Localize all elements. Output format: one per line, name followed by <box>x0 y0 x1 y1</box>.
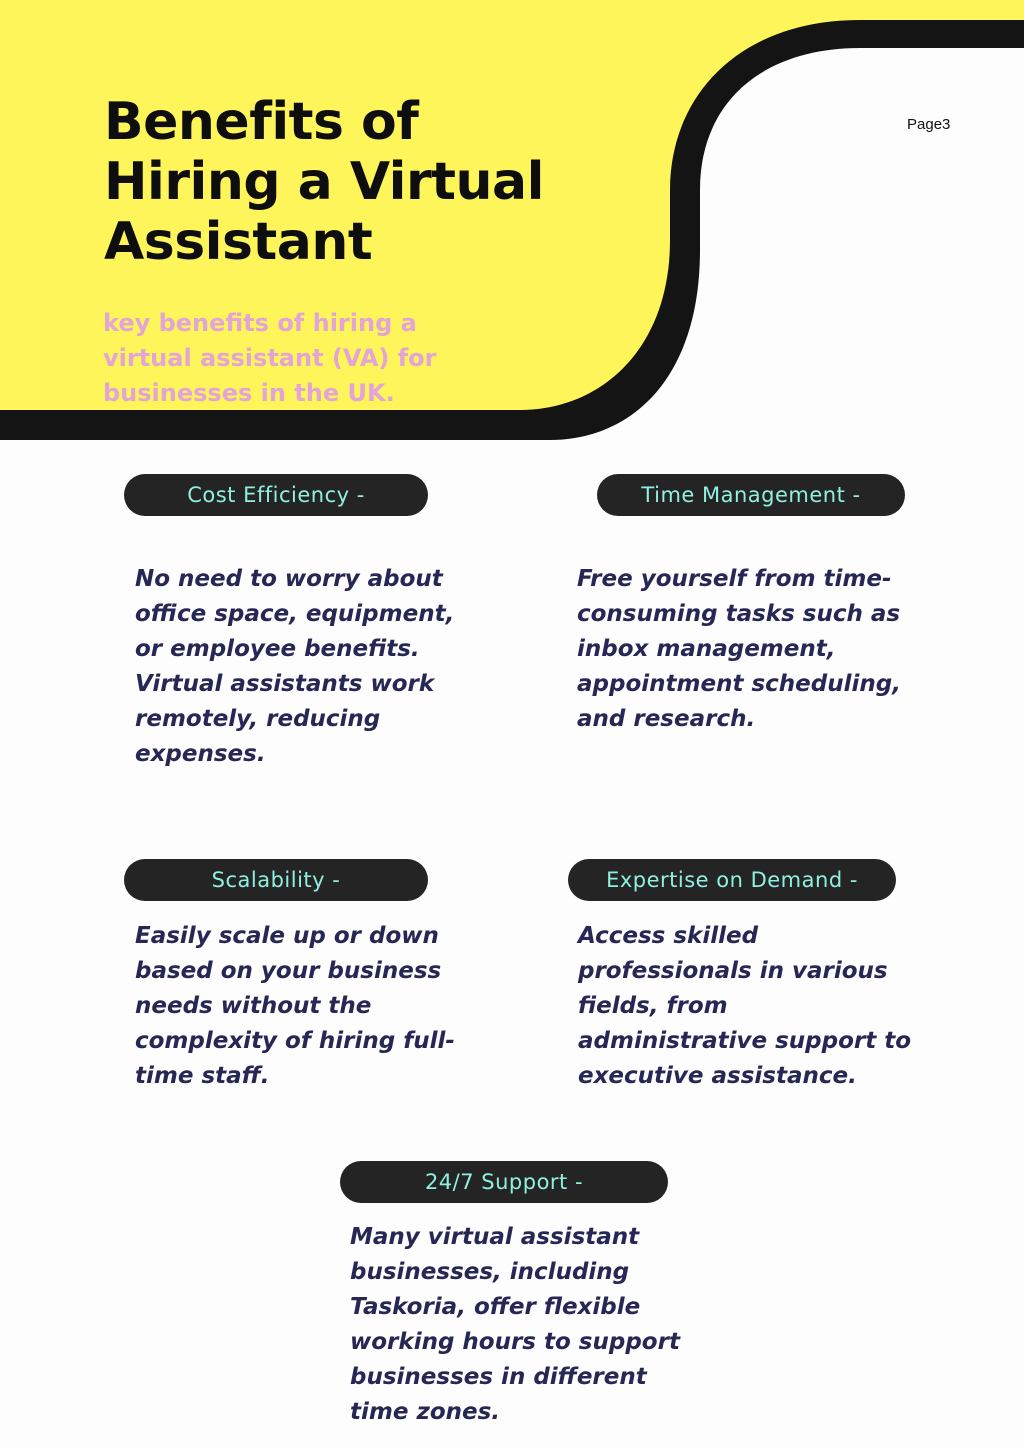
subtitle-line: virtual assistant (VA) for <box>103 344 437 372</box>
benefit-label: Time Management - <box>641 483 861 507</box>
benefit-line: time staff. <box>135 1063 270 1089</box>
title-line: Assistant <box>104 212 373 272</box>
benefit-line: Easily scale up or down <box>135 923 439 949</box>
benefit-line: office space, equipment, <box>135 601 455 627</box>
benefit-line: businesses in different <box>350 1364 647 1390</box>
subtitle-line: key benefits of hiring a <box>103 309 417 337</box>
benefit-line: businesses, including <box>350 1259 630 1285</box>
benefit-description-cost-efficiency <box>135 562 495 772</box>
title-line: Benefits of <box>104 92 419 152</box>
benefit-line: professionals in various <box>578 958 888 984</box>
benefit-description-24-7-support <box>350 1220 750 1430</box>
benefit-line: complexity of hiring full- <box>135 1028 455 1054</box>
benefit-pill-expertise-on-demand <box>568 859 896 901</box>
benefit-pill-cost-efficiency <box>124 474 428 516</box>
benefit-line: executive assistance. <box>578 1063 857 1089</box>
benefit-label: Expertise on Demand - <box>606 868 858 892</box>
benefit-line: appointment scheduling, <box>577 671 901 697</box>
benefit-description-time-management <box>577 562 957 737</box>
benefit-line: or employee benefits. <box>135 636 420 662</box>
page-title <box>104 92 624 272</box>
benefit-line: expenses. <box>135 741 266 767</box>
benefit-line: inbox management, <box>577 636 836 662</box>
benefit-line: fields, from <box>578 993 728 1019</box>
benefit-label: Cost Efficiency - <box>187 483 365 507</box>
title-line: Hiring a Virtual <box>104 152 544 212</box>
benefit-line: Many virtual assistant <box>350 1224 640 1250</box>
subtitle-line: businesses in the UK. <box>103 379 395 407</box>
benefit-line: needs without the <box>135 993 372 1019</box>
benefit-line: based on your business <box>135 958 442 984</box>
benefit-line: administrative support to <box>578 1028 912 1054</box>
benefit-line: Taskoria, offer flexible <box>350 1294 641 1320</box>
benefit-line: Virtual assistants work <box>135 671 435 697</box>
benefit-line: No need to worry about <box>135 566 443 592</box>
benefit-pill-time-management <box>597 474 905 516</box>
benefit-description-expertise-on-demand <box>578 919 998 1094</box>
benefit-description-scalability <box>135 919 495 1094</box>
benefit-line: working hours to support <box>350 1329 680 1355</box>
benefit-label: Scalability - <box>211 868 341 892</box>
page-subtitle <box>103 306 463 411</box>
benefit-pill-scalability <box>124 859 428 901</box>
benefit-line: remotely, reducing <box>135 706 381 732</box>
page-number: Page3 <box>907 116 951 133</box>
benefit-pill-24-7-support <box>340 1161 668 1203</box>
benefit-line: Access skilled <box>578 923 759 949</box>
benefit-line: and research. <box>577 706 756 732</box>
benefit-line: time zones. <box>350 1399 501 1425</box>
benefit-line: consuming tasks such as <box>577 601 901 627</box>
benefit-line: Free yourself from time- <box>577 566 892 592</box>
benefit-label: 24/7 Support - <box>424 1170 584 1194</box>
